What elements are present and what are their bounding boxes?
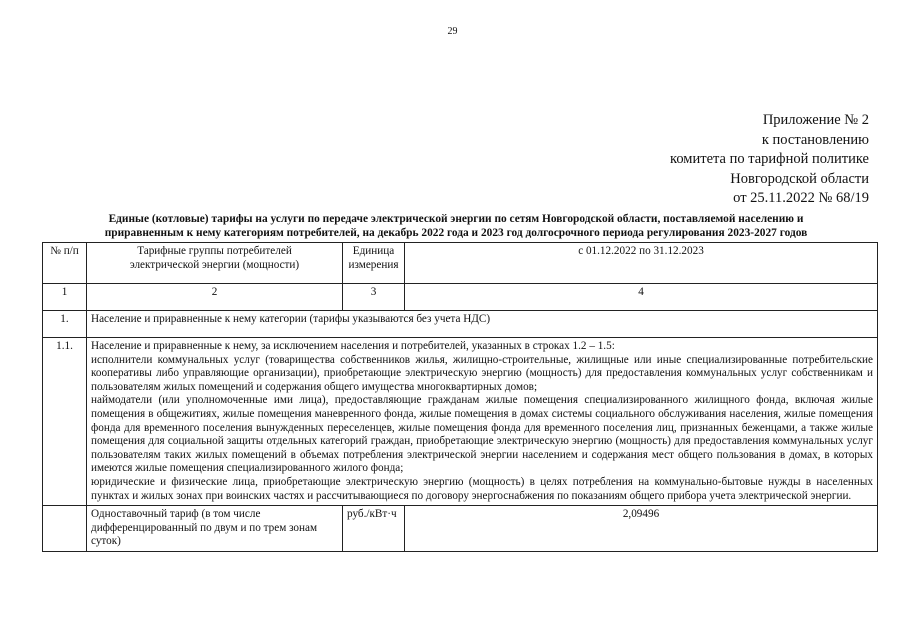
header-period: с 01.12.2022 по 31.12.2023 [405, 243, 878, 284]
header-unit [343, 243, 405, 284]
column-number: 2 [87, 284, 343, 311]
appendix-line: комитета по тарифной политике [670, 151, 869, 168]
section-row [43, 311, 878, 338]
subsection-description [87, 338, 878, 506]
section-number: 1. [43, 311, 87, 338]
appendix-line: Новгородской области [730, 170, 869, 187]
document-title-line: приравненным к нему категориям потребителей, на декабрь 2022 года и 2023 год долгосрочного периода регулирования 2023-2027 годов [104, 227, 808, 240]
tariff-row-number [43, 506, 87, 552]
appendix-line: Приложение № 2 [762, 112, 869, 128]
header-unit-line: измерения [348, 258, 399, 271]
appendix-block [670, 111, 869, 209]
column-number: 1 [43, 284, 87, 311]
document-title [46, 212, 866, 240]
header-number: № п/п [43, 243, 87, 284]
subsection-paragraph: юридические и физические лица, приобретающие электрическую энергию (мощность) в целях потребления на коммунально-бытовые нужды в населенных пунктах и жилых зонах при воинских частях и рассчитывающиеся по договору энергоснабжения по показаниям общего прибора учета электрической энергии. [91, 475, 873, 502]
subsection-paragraph: наймодатели (или уполномоченные ими лица), предоставляющие гражданам жилые помещения специализированного жилищного фонда, включая жилые помещения в общежитиях, жилые помещения маневренного фонда, жилые помещения в домах системы социального обслуживания населения, жилые помещения фонда для временного поселения вынужденных переселенцев, жилые помещения фонда для временного поселения лиц, признанных беженцами, а также жилые помещения для социальной защиты отдельных категорий граждан, приобретающие электрическую энергию (мощность) для предоставления коммунальных услуг пользователям таких жилых помещений в объемах потребления электрической энергии населением и содержания мест общего пользования в домах, в которых имеются жилые помещения специализированного жилого фонда; [91, 394, 873, 475]
header-unit-line: Единица [352, 245, 395, 257]
tariff-table [42, 242, 878, 552]
appendix-line: к постановлению [761, 131, 869, 148]
tariff-label: Одноставочный тариф (в том числе дифференцированный по двум и по трем зонам суток) [87, 506, 343, 552]
appendix-date-line: от 25.11.2022 № 68/19 [733, 190, 869, 207]
table-header-row [43, 243, 878, 284]
document-title-line: Единые (котловые) тарифы на услуги по передаче электрической энергии по сетям Новгородской области, поставляемой населению и [108, 213, 804, 225]
tariff-row [43, 506, 878, 552]
column-number: 3 [343, 284, 405, 311]
column-number: 4 [405, 284, 878, 311]
subsection-number: 1.1. [43, 338, 87, 506]
header-consumer-group-line: электрической энергии (мощности) [129, 258, 300, 271]
column-number-row [43, 284, 878, 311]
tariff-unit: руб./кВт·ч [343, 506, 405, 552]
subsection-intro: Население и приравненные к нему, за исключением населения и потребителей, указанных в строках 1.2 – 1.5: [91, 340, 615, 352]
subsection-paragraph: исполнители коммунальных услуг (товарищества собственников жилья, жилищно-строительные, жилищные или иные специализированные потребительские кооперативы либо управляющие организации), приобретающие электрическую энергию (мощность) для предоставления коммунальных услуг собственникам и пользователям жилых помещений и содержания общего имущества многоквартирных домов; [91, 353, 873, 393]
page-number: 29 [447, 26, 458, 37]
header-consumer-group-line: Тарифные группы потребителей [137, 245, 292, 257]
section-title: Население и приравненные к нему категории (тарифы указываются без учета НДС) [87, 311, 878, 338]
subsection-row [43, 338, 878, 506]
tariff-value: 2,09496 [405, 506, 878, 552]
header-consumer-group [87, 243, 343, 284]
